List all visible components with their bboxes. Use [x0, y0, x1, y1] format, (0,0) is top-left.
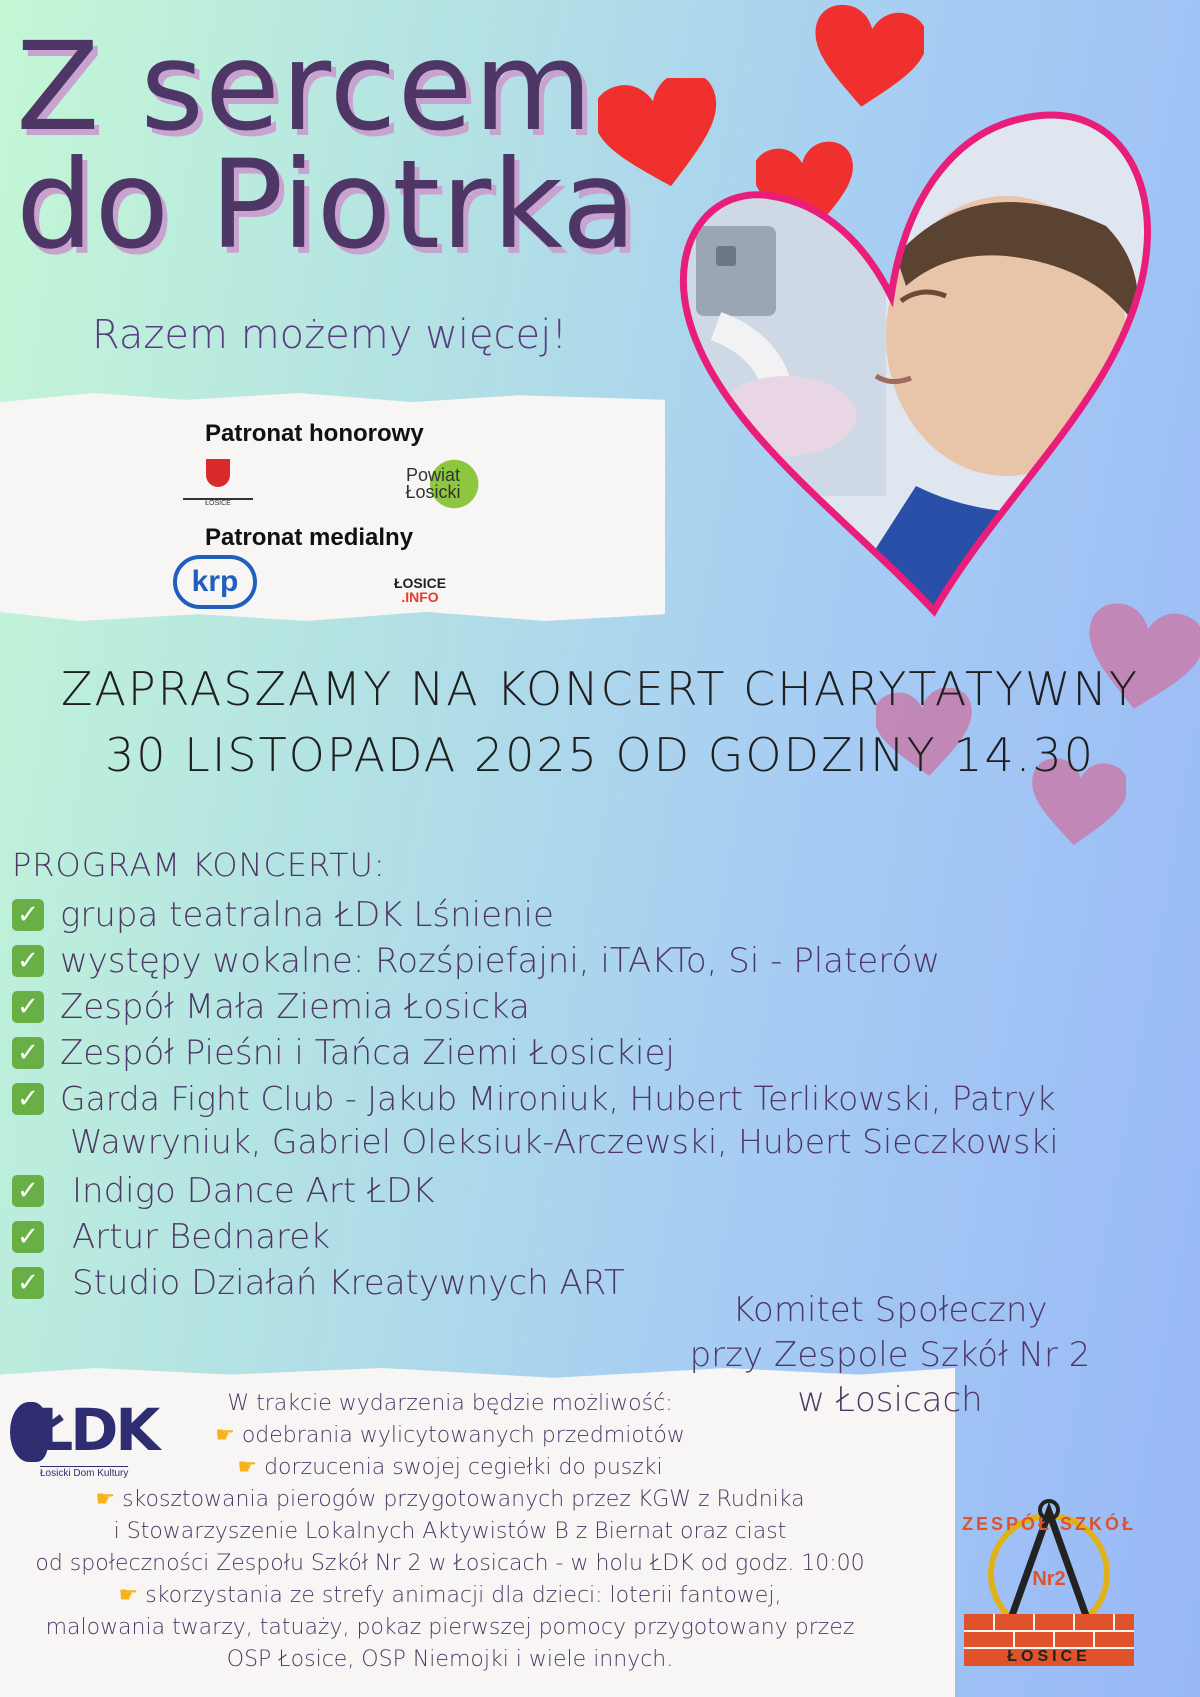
program-item: [12, 892, 554, 938]
committee-line-2: przy Zespole Szkół Nr 2: [689, 1335, 1091, 1375]
info-bullet: [20, 1580, 880, 1612]
program-item-label: grupa teatralna ŁDK Lśnienie: [60, 895, 554, 935]
checkmark-icon: ✓: [12, 1267, 44, 1299]
checkmark-icon: ✓: [12, 1175, 44, 1207]
info-bullet-text: dorzucenia swojej cegiełki do puszki: [264, 1455, 663, 1480]
checkmark-icon: ✓: [12, 991, 44, 1023]
program-item-label: występy wokalne: Rozśpiefajni, iTAKTo, Si - Platerów: [60, 941, 941, 981]
info-bullet-text: odebrania wylicytowanych przedmiotów: [241, 1423, 685, 1448]
info-bullet-cont: OSP Łosice, OSP Niemojki i wiele innych.: [226, 1647, 674, 1672]
heart-photo-frame: [676, 86, 1176, 626]
checkmark-icon: ✓: [12, 1221, 44, 1253]
media-patronage-heading: Patronat medialny: [205, 524, 414, 551]
coat-of-arms-icon: [206, 459, 230, 487]
info-bullet-cont: malowania twarzy, tatuaży, pokaz pierwszej pomocy przygotowany przez: [45, 1615, 855, 1640]
program-item-label: Zespół Mała Ziemia Łosicka: [60, 987, 530, 1027]
event-info: [20, 1388, 880, 1676]
invitation-line-1: ZAPRASZAMY NA KONCERT CHARYTATYWNY: [60, 662, 1140, 716]
program-item: [12, 1076, 1056, 1122]
program-item-label: Artur Bednarek: [72, 1217, 330, 1257]
tagline: Razem możemy więcej!: [92, 312, 568, 358]
info-intro: W trakcie wydarzenia będzie możliwość:: [227, 1391, 673, 1416]
school-town: ŁOSICE: [1007, 1648, 1091, 1665]
info-bullet: [20, 1452, 880, 1484]
powiat-label-2: Łosicki: [405, 482, 461, 502]
info-bullet-text: skosztowania pierogów przygotowanych przez KGW z Rudnika: [122, 1487, 805, 1512]
krp-label: krp: [191, 565, 239, 598]
program-item: [12, 1168, 435, 1214]
school-arc-text: ZESPÓŁ SZKÓŁ: [961, 1514, 1136, 1534]
ldk-caption: Łosicki Dom Kultury: [40, 1468, 129, 1479]
honorary-patronage-heading: Patronat honorowy: [205, 420, 424, 447]
title-line-1: Z sercem: [16, 16, 594, 158]
program-item-label: Garda Fight Club - Jakub Mironiuk, Hubert Terlikowski, Patryk: [60, 1079, 1056, 1118]
program-item: [12, 1214, 330, 1260]
program-item-continuation: Wawryniuk, Gabriel Oleksiuk-Arczewski, Hubert Sieczkowski: [70, 1122, 1059, 1161]
program-item-label: Zespół Pieśni i Tańca Ziemi Łosickiej: [60, 1033, 675, 1073]
committee-line-1: Komitet Społeczny: [732, 1290, 1048, 1330]
pointing-hand-icon: ☛: [95, 1487, 123, 1512]
pointing-hand-icon: ☛: [118, 1583, 146, 1608]
krp-logo: [172, 554, 258, 610]
program-item: [12, 938, 940, 984]
info-bullet: [20, 1420, 880, 1452]
info-bullet: [20, 1484, 880, 1516]
program-item-label: Indigo Dance Art ŁDK: [72, 1171, 435, 1211]
info-bullet-text: skorzystania ze strefy animacji dla dzieci: loterii fantowej,: [145, 1583, 782, 1608]
pointing-hand-icon: ☛: [237, 1455, 265, 1480]
town-skyline-icon: [183, 490, 253, 500]
program-heading: PROGRAM KONCERTU:: [12, 846, 386, 884]
program-item: [12, 1260, 625, 1306]
committee-line-3: w Łosicach: [797, 1380, 983, 1420]
powiat-losicki-logo: [380, 456, 486, 512]
checkmark-icon: ✓: [12, 1037, 44, 1069]
info-bullet-cont: i Stowarzyszenie Lokalnych Aktywistów B z Biernat oraz ciast: [113, 1519, 787, 1544]
invitation-line-2: 30 LISTOPADA 2025 OD GODZINY 14.30: [105, 728, 1095, 782]
info-bullet-cont: od społeczności Zespołu Szkół Nr 2 w Łosicach - w holu ŁDK od godz. 10:00: [35, 1551, 865, 1576]
pointing-hand-icon: ☛: [215, 1423, 242, 1448]
checkmark-icon: ✓: [12, 945, 44, 977]
program-item-label: Studio Działań Kreatywnych ART: [72, 1263, 625, 1303]
poster-title: [16, 16, 638, 276]
checkmark-icon: ✓: [12, 899, 44, 931]
program-item: [12, 984, 530, 1030]
powiat-label-1: Powiat: [405, 465, 461, 485]
losice-town-logo: [170, 452, 266, 514]
ldk-mark: ŁDK: [36, 1396, 158, 1464]
school-number: Nr2: [1032, 1568, 1066, 1590]
losice-info-logo: [380, 570, 460, 610]
program-item: [12, 1030, 675, 1076]
checkmark-icon: ✓: [12, 1083, 44, 1115]
title-line-2: do Piotrka: [16, 134, 638, 276]
losice-town-label: ŁOSICE: [205, 500, 231, 507]
losice-info-label-1: ŁOSICE: [393, 575, 447, 591]
school-logo: [954, 1484, 1144, 1674]
losice-info-label-2: .INFO: [401, 589, 439, 605]
